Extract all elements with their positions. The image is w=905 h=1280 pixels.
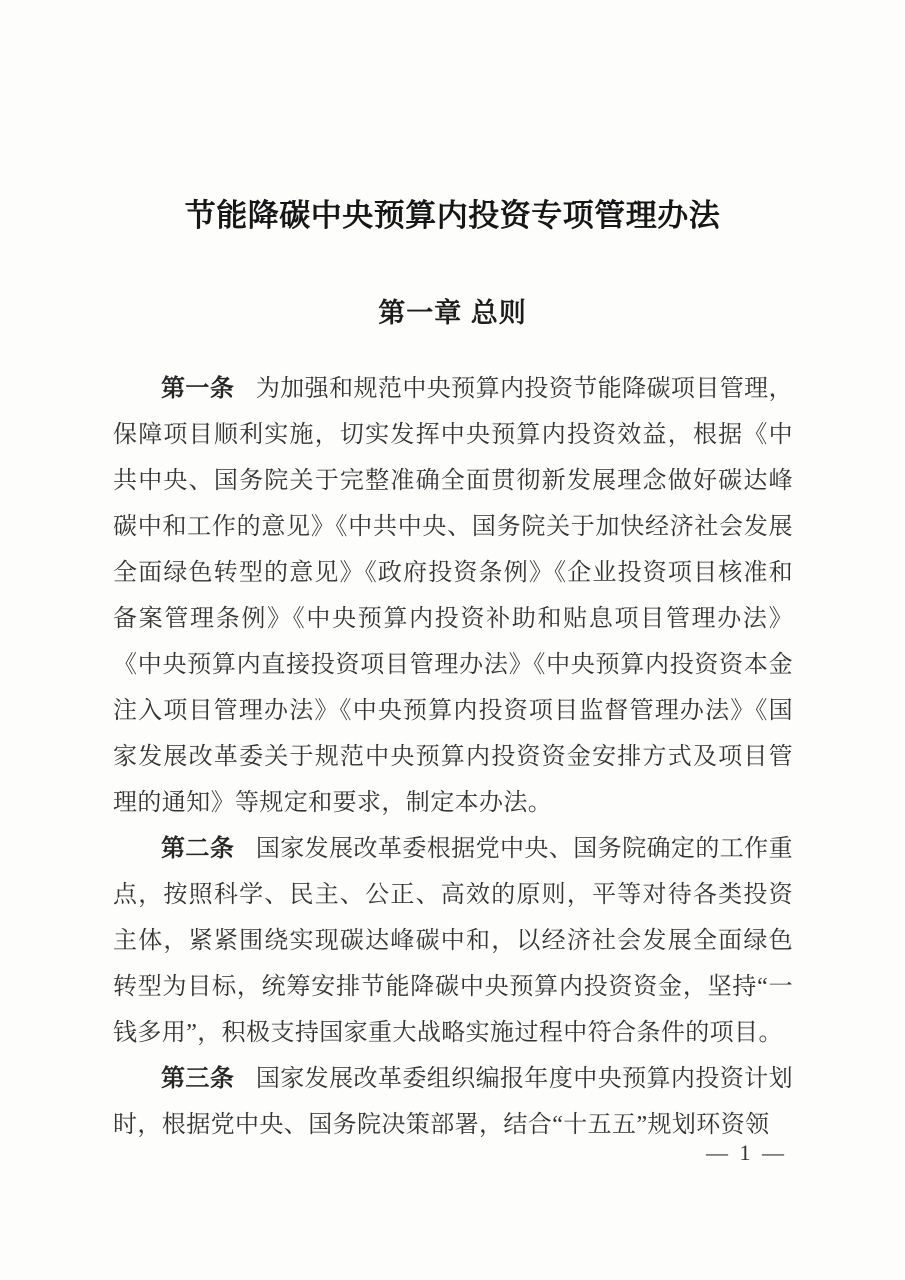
paragraph-article-3 bbox=[113, 1056, 793, 1148]
article-3-number: 第三条 bbox=[161, 1066, 235, 1092]
chapter-heading: 第一章 总则 bbox=[378, 298, 527, 328]
document-body bbox=[113, 366, 793, 1148]
article-1-number: 第一条 bbox=[161, 376, 235, 402]
document-title: 节能降碳中央预算内投资专项管理办法 bbox=[184, 198, 721, 233]
article-2-text: 国家发展改革委根据党中央、国务院确定的工作重点，按照科学、民主、公正、高效的原则，平等对待各类投资主体，紧紧围绕实现碳达峰碳中和，以经济社会发展全面绿色转型为目标，统筹安排节能降碳中央预算内投资资金，坚持“一钱多用”，积极支持国家重大战略实施过程中符合条件的项目。 bbox=[113, 836, 793, 1046]
article-1-text: 为加强和规范中央预算内投资节能降碳项目管理，保障项目顺利实施，切实发挥中央预算内投资效益，根据《中共中央、国务院关于完整准确全面贯彻新发展理念做好碳达峰碳中和工作的意见》《中共中央、国务院关于加快经济社会发展全面绿色转型的意见》《政府投资条例》《企业投资项目核准和备案管理条例》《中央预算内投资补助和贴息项目管理办法》《中央预算内直接投资项目管理办法》《中央预算内投资资本金注入项目管理办法》《中央预算内投资项目监督管理办法》《国家发展改革委关于规范中央预算内投资资金安排方式及项目管理的通知》等规定和要求，制定本办法。 bbox=[113, 376, 793, 816]
paragraph-article-1 bbox=[113, 366, 793, 826]
page-number: — 1 — bbox=[706, 1140, 787, 1165]
article-2-number: 第二条 bbox=[161, 836, 235, 862]
paragraph-article-2 bbox=[113, 826, 793, 1056]
article-3-text: 国家发展改革委组织编报年度中央预算内投资计划时，根据党中央、国务院决策部署，结合“十五五”规划环资领 bbox=[113, 1066, 793, 1138]
